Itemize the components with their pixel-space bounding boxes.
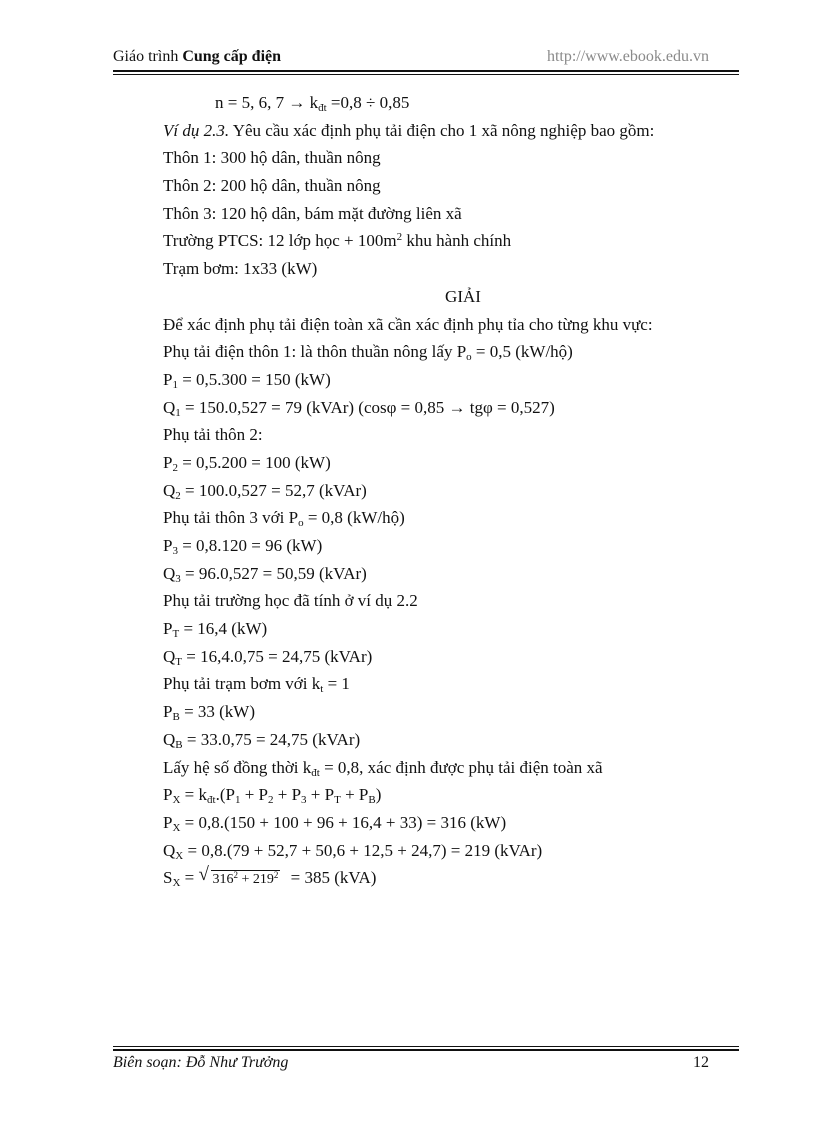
example-heading: Ví dụ 2.3. Yêu cầu xác định phụ tải điện cho 1 xã nông nghiệp bao gồm: <box>163 120 655 140</box>
phu-tai-truong: Phụ tải trường học đã tính ở ví dụ 2.2 <box>163 591 418 611</box>
sqrt-radical-sign: √ <box>198 864 209 886</box>
formula-qT: $Q_T = 16,4.0,75 = 24,75$ (kVAr) <box>163 646 373 668</box>
intro-text: Để xác định phụ tải điện toàn xã cần xác định phụ tỉa cho từng khu vực: <box>163 314 653 334</box>
phu-tai-thon-2: Phụ tải thôn 2: <box>163 425 263 445</box>
footer-rule-thin <box>113 1046 739 1047</box>
footer-author: Biên soạn: Đỗ Như Trưởng <box>113 1054 289 1071</box>
thon-1: Thôn 1: 300 hộ dân, thuần nông <box>163 148 381 168</box>
header-title-prefix: Giáo trình <box>113 48 179 65</box>
phu-tai-thon-1: Phụ tải điện thôn 1: là thôn thuần nông lấy $P_o = 0,5$ (kW/hộ) <box>163 342 573 364</box>
thon-3: Thôn 3: 120 hộ dân, bám mặt đường liên xã <box>163 203 462 223</box>
he-so-dong-thoi: Lấy hệ số đồng thời $k_{đt} = 0,8$, xác định được phụ tải điện toàn xã <box>163 757 603 779</box>
header-title-bold: Cung cấp điện <box>182 48 282 65</box>
formula-pB: $P_B = 33$ (kW) <box>163 702 256 724</box>
formula-q3: $Q_3 = 96.0,527 = 50,59$ (kVAr) <box>163 563 367 585</box>
page-header <box>113 48 739 70</box>
formula-pT: $P_T = 16,4$ (kW) <box>163 619 268 641</box>
header-rule-thin <box>113 74 739 75</box>
formula-p2: $P_2 = 0,5.200 = 100$ (kW) <box>163 452 331 474</box>
phu-tai-tram-bom: Phụ tải trạm bơm với $k_t = 1$ <box>163 674 350 696</box>
formula-px-value: $P_X = 0,8.(150 + 100 + 96 + 16,4 + 33) = 316$ (kW) <box>163 812 507 834</box>
formula-qx-value: $Q_X = 0,8.(79 + 52,7 + 50,6 + 12,5 + 24,7) = 219$ (kVAr) <box>163 840 543 862</box>
header-title <box>113 48 281 66</box>
page-body <box>163 89 743 892</box>
tram-bom: Trạm bơm: 1x33 (kW) <box>163 259 318 279</box>
formula-q1: $Q_1 = 150.0,527 = 79$ (kVAr) (cosφ = 0,85 → tgφ = 0,527) <box>163 397 555 419</box>
thon-2: Thôn 2: 200 hộ dân, thuần nông <box>163 176 381 196</box>
header-rule-thick <box>113 70 739 72</box>
formula-p1: $P_1 = 0,5.300 = 150$ (kW) <box>163 369 331 391</box>
formula-q2: $Q_2 = 100.0,527 = 52,7$ (kVAr) <box>163 480 367 502</box>
page-footer <box>113 1054 709 1078</box>
formula-px-general: $P_X = k_{đt}.(P_1 + P_2 + P_3 + P_T + P_B)$ <box>163 785 382 807</box>
formula-sx-value: $S_X$ = √ $316^2 + 219^2 = 385$ (kVA) <box>163 864 743 892</box>
page-number: 12 <box>693 1054 709 1071</box>
solution-heading: GIẢI <box>445 286 481 306</box>
footer-rule-thick <box>113 1049 739 1051</box>
truong-ptcs: Trường PTCS: 12 lớp học + $100m^2$ khu hành chính <box>163 231 512 251</box>
sqrt-expression: √ $316^2 + 219^2$ <box>199 864 281 892</box>
formula-kdt-range: n = 5, 6, $7 \to k_{đt} =0,8 \div 0,85$ <box>215 93 410 114</box>
formula-qB: $Q_B = 33.0,75 = 24,75$ (kVAr) <box>163 729 361 751</box>
header-url[interactable]: http://www.ebook.edu.vn <box>546 48 709 65</box>
phu-tai-thon-3: Phụ tải thôn 3 với $P_o = 0,8$ (kW/hộ) <box>163 508 405 530</box>
formula-p3: $P_3 = 0,8.120 = 96$ (kW) <box>163 536 323 557</box>
